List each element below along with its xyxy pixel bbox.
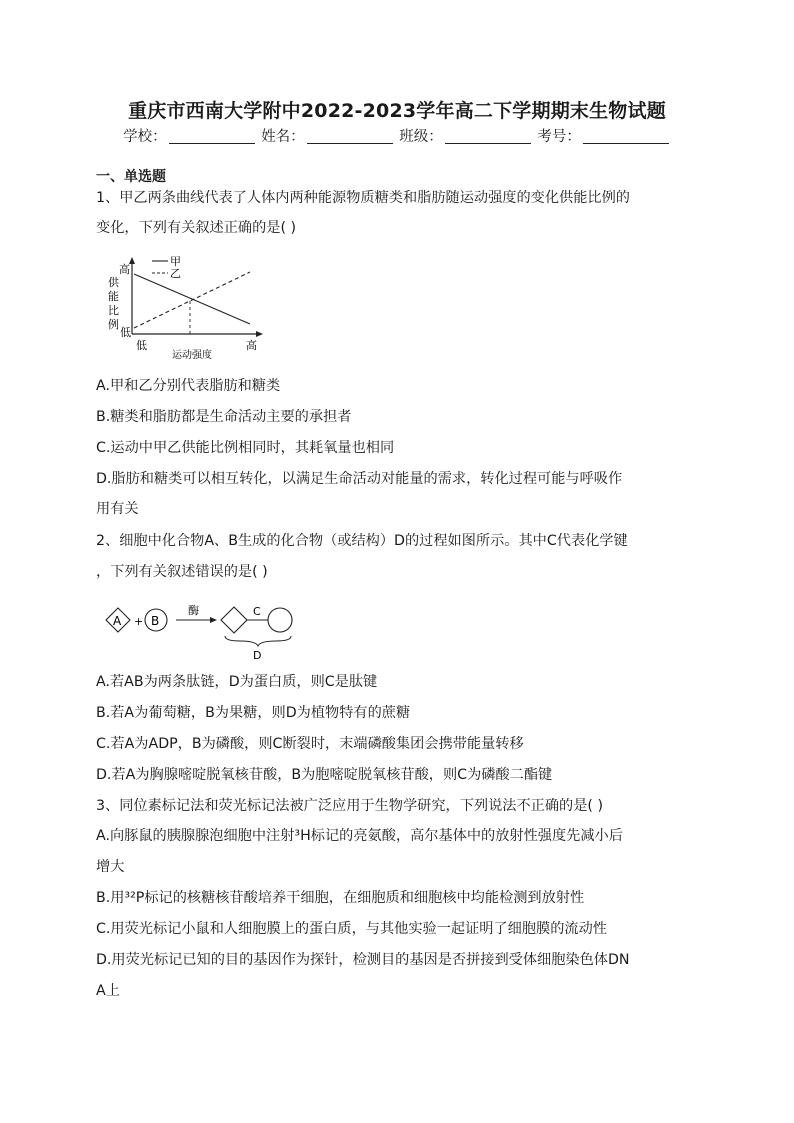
- school-label: 学校：: [123, 129, 167, 145]
- exam-number-blank[interactable]: [583, 129, 669, 144]
- q1-stem-line-1: 1、甲乙两条曲线代表了人体内两种能源物质糖类和脂肪随运动强度的变化供能比例的: [96, 190, 630, 206]
- q2-option-d[interactable]: D.若A为胸腺嘧啶脱氧核苷酸，B为胞嘧啶脱氧核苷酸，则C为磷酸二酯键: [96, 767, 553, 783]
- q3-option-b[interactable]: B.用³²P标记的核糖核苷酸培养干细胞，在细胞质和细胞核中均能检测到放射性: [96, 890, 585, 906]
- q1-x-label: 运动强度: [172, 350, 212, 361]
- q2-stem-line-2: ，下列有关叙述错误的是( ): [96, 564, 268, 580]
- q1-option-b[interactable]: B.糖类和脂肪都是生命活动主要的承担者: [96, 409, 352, 425]
- q1-option-a[interactable]: A.甲和乙分别代表脂肪和糖类: [96, 378, 281, 394]
- exam-title: 重庆市西南大学附中2022-2023学年高二下学期期末生物试题: [128, 100, 666, 122]
- q1-legend-yi: 乙: [170, 267, 181, 280]
- q2-brace: [225, 636, 291, 646]
- section-heading: 一、单选题: [96, 169, 166, 185]
- q2-enzyme-label: 酶: [188, 604, 199, 617]
- q1-option-c[interactable]: C.运动中甲乙供能比例相同时，其耗氧量也相同: [96, 440, 395, 456]
- q3-stem: 3、同位素标记法和荧光标记法被广泛应用于生物学研究，下列说法不正确的是( ): [96, 798, 603, 814]
- school-blank[interactable]: [169, 129, 255, 144]
- q1-y-high: 高: [119, 263, 130, 276]
- q3-option-c[interactable]: C.用荧光标记小鼠和人细胞膜上的蛋白质，与其他实验一起证明了细胞膜的流动性: [96, 921, 607, 937]
- q3-option-a-line-1[interactable]: A.向豚鼠的胰腺腺泡细胞中注射³H标记的亮氨酸，高尔基体中的放射性强度先减小后: [96, 828, 623, 844]
- q1-curve-yi: [134, 272, 250, 328]
- name-blank[interactable]: [307, 129, 393, 144]
- q2-option-a[interactable]: A.若AB为两条肽链，D为蛋白质，则C是肽键: [96, 674, 378, 690]
- q2-label-c: C: [253, 605, 261, 618]
- q2-label-a: A: [113, 614, 122, 628]
- q2-product-diamond: [221, 607, 247, 633]
- class-blank[interactable]: [445, 129, 531, 144]
- q1-y-label-3: 比: [108, 304, 119, 317]
- q1-energy-ratio-figure: [100, 254, 280, 364]
- q1-x-axis-arrow: [256, 331, 263, 337]
- q1-legend-jia: 甲: [170, 255, 181, 268]
- name-label: 姓名：: [261, 129, 305, 145]
- exam-number-label: 考号：: [537, 129, 581, 145]
- class-label: 班级：: [399, 129, 443, 145]
- q1-curve-jia: [134, 274, 250, 324]
- q2-reaction-figure: [100, 600, 300, 662]
- q2-reaction-arrowhead: [210, 617, 217, 623]
- q1-y-label-2: 能: [108, 290, 119, 303]
- q2-product-circle: [268, 608, 292, 632]
- q3-option-d-line-2[interactable]: A上: [96, 983, 120, 999]
- q2-stem-line-1: 2、细胞中化合物A、B生成的化合物（或结构）D的过程如图所示。其中C代表化学键: [96, 533, 628, 549]
- q1-y-low: 低: [120, 326, 131, 339]
- q2-option-b[interactable]: B.若A为葡萄糖，B为果糖，则D为植物特有的蔗糖: [96, 705, 411, 721]
- q1-x-high: 高: [246, 339, 257, 352]
- q2-plus-sign: +: [134, 615, 144, 628]
- q2-label-b: B: [151, 614, 160, 628]
- q1-y-label-4: 例: [108, 318, 119, 331]
- q1-x-low: 低: [136, 339, 147, 352]
- q2-label-d: D: [253, 649, 262, 662]
- student-info-row: [0, 125, 794, 146]
- q1-option-d-line-2[interactable]: 用有关: [96, 501, 139, 517]
- q1-option-d-line-1[interactable]: D.脂肪和糖类可以相互转化，以满足生命活动对能量的需求，转化过程可能与呼吸作: [96, 471, 623, 487]
- q2-option-c[interactable]: C.若A为ADP，B为磷酸，则C断裂时，末端磷酸集团会携带能量转移: [96, 736, 524, 752]
- q1-y-label-1: 供: [108, 276, 119, 289]
- q3-option-d-line-1[interactable]: D.用荧光标记已知的目的基因作为探针，检测目的基因是否拼接到受体细胞染色体DN: [96, 952, 630, 968]
- q1-stem-line-2: 变化，下列有关叙述正确的是( ): [96, 220, 297, 236]
- q3-option-a-line-2[interactable]: 增大: [96, 859, 125, 875]
